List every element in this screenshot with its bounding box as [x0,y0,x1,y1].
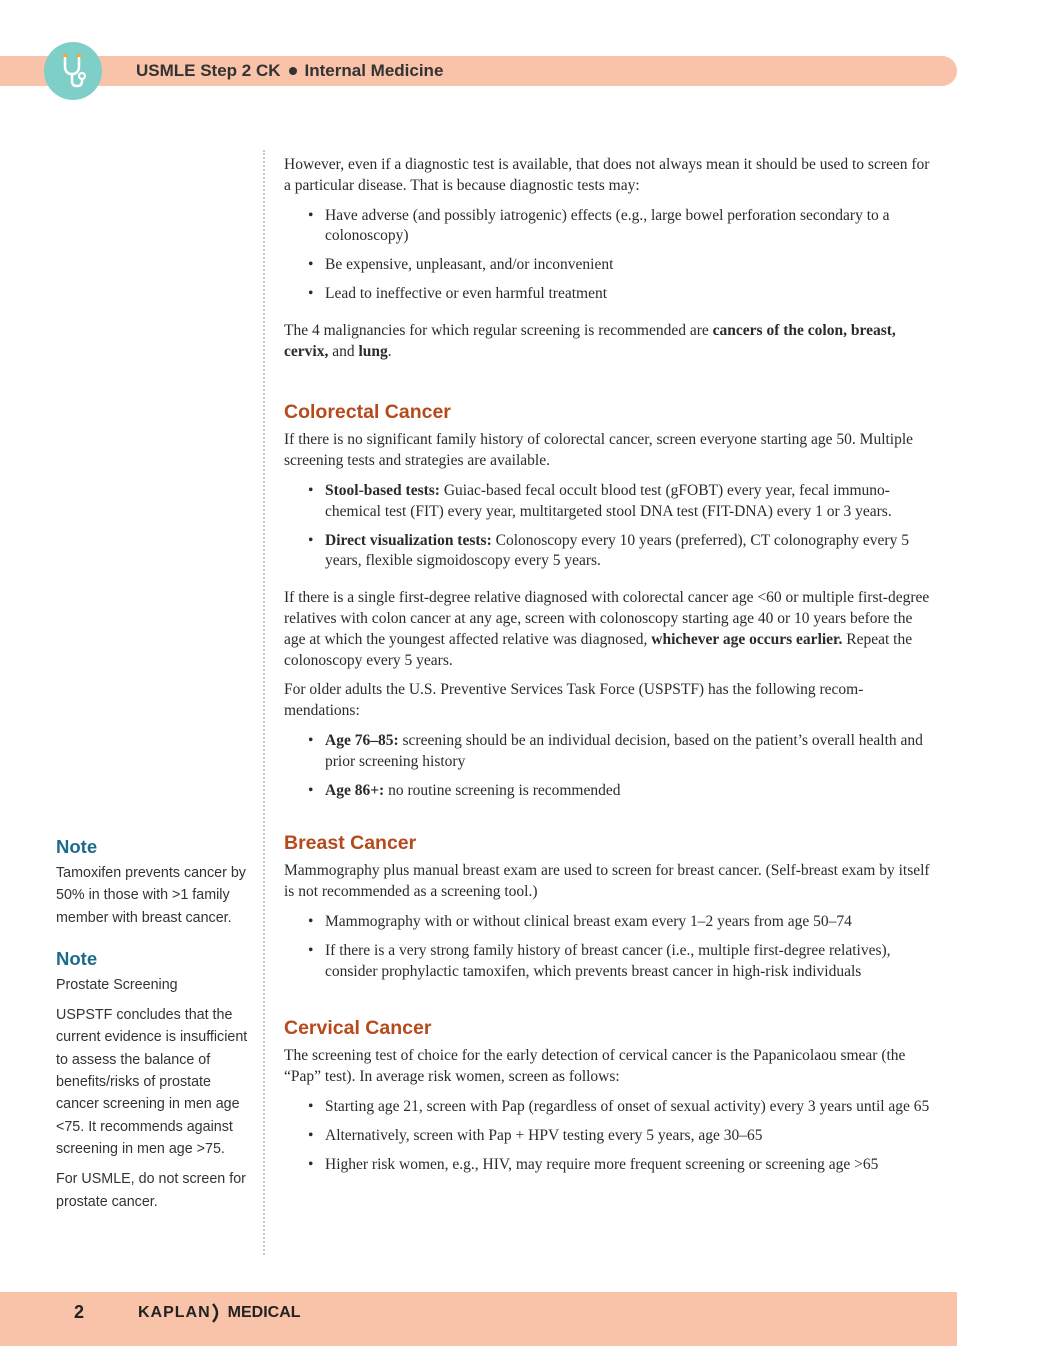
text-run: screening should be an individual decision, based on the patient’s overall health and prior screening history [325,731,923,770]
breast-list [284,912,934,982]
text-run: If there is a single first-degree relative diagnosed with colorectal cancer age <60 or multiple first-degree relatives with colon cancer at any age, screen with colonoscopy starting age 40 or 10 years before the age at which the youngest affected relative was diagnosed, [284,589,930,648]
bold-run: lung [358,342,388,360]
bold-run: whichever age occurs earlier. [651,630,843,648]
list-item: • Alternatively, screen with Pap + HPV testing every 5 years, age 30–65 [284,1126,934,1147]
bold-run: Direct visualization tests: [325,531,492,549]
subject-title: Internal Medicine [304,61,444,80]
note-text: USPSTF concludes that the current evidence is insufficient to assess the balance of benefits/risks of prostate cancer screening in men age <75. It recommends against screening in men age >75. [56,1007,248,1157]
text-run: Guiac-based fecal occult blood test (gFOBT) every year, fecal immuno-chemical test (FIT) every year, multitargeted stool DNA test (FIT-DNA) every 1 or 3 years. [325,481,892,520]
text-run: Repeat the colonoscopy every 5 years. [284,630,913,669]
note-text: Tamoxifen prevents cancer by 50% in those with >1 family member with breast cancer. [56,865,246,926]
paragraph [284,588,934,671]
note-subtitle: Prostate Screening [56,976,178,993]
text-run: . [387,342,392,360]
paragraph: Mammography plus manual breast exam are used to screen for breast cancer. (Self-breast exam by itself is not recommended as a screening tool.) [284,862,930,901]
older-adults-list [284,731,934,801]
main-column [284,155,934,1183]
text-run: no routine screening is recommended [384,781,621,799]
cervical-list [284,1097,934,1175]
intro-list [284,206,934,305]
list-item [284,781,934,802]
header-logo [44,42,102,100]
list-item [284,531,934,573]
list-item: • Be expensive, unpleasant, and/or inconvenient [284,255,934,276]
brand-suffix: MEDICAL [227,1304,301,1321]
section-heading: Colorectal Cancer [284,401,451,424]
intro-paragraph: However, even if a diagnostic test is available, that does not always mean it should be used to screen for a particular disease. That is because diagnostic tests may: [284,156,930,194]
bullet-dot-icon [289,67,297,75]
running-header [136,61,443,81]
column-divider [263,150,265,1255]
colorectal-tests-list [284,481,934,572]
note-text: For USMLE, do not screen for prostate cancer. [56,1171,246,1210]
section-heading: Breast Cancer [284,832,417,855]
section-heading: Cervical Cancer [284,1017,432,1040]
brand-name: KAPLAN [138,1304,211,1321]
section-colorectal [284,400,934,801]
bold-run: cancers of the colon, breast, cervix, [284,321,896,360]
text-run: and [328,342,359,360]
note-heading: Note [56,947,98,969]
text-run: Colonoscopy every 10 years (preferred), CT colonography every 5 years, flexible sigmoidoscopy every 5 years. [325,531,909,570]
sidebar-notes [56,835,252,1221]
note-heading: Note [56,836,98,857]
list-item: • Have adverse (and possibly iatrogenic) effects (e.g., large bowel perforation secondary to a colonoscopy) [284,206,934,248]
list-item: • Starting age 21, screen with Pap (regardless of onset of sexual activity) every 3 years until age 65 [284,1097,934,1118]
list-item: • Higher risk women, e.g., HIV, may require more frequent screening or screening age >65 [284,1155,934,1176]
list-item [284,481,934,523]
kaplan-swoosh-icon [212,1303,222,1323]
page-number: 2 [74,1302,85,1322]
malignancies-paragraph [284,321,934,363]
paragraph: For older adults the U.S. Preventive Services Task Force (USPSTF) has the following recom-mendations: [284,681,864,720]
section-breast [284,831,934,982]
paragraph: If there is no significant family history of colorectal cancer, screen everyone starting age 50. Multiple screening tests and strategies are available. [284,431,914,470]
kaplan-logo [138,1303,301,1323]
list-item: • Lead to ineffective or even harmful treatment [284,284,934,305]
bold-run: Age 76–85: [325,731,399,749]
book-title: USMLE Step 2 CK [136,61,281,80]
paragraph: The screening test of choice for the early detection of cervical cancer is the Papanicolaou smear (the “Pap” test). In average risk women, screen as follows: [284,1047,906,1086]
list-item: • Mammography with or without clinical breast exam every 1–2 years from age 50–74 [284,912,934,933]
bold-run: Age 86+: [325,781,385,799]
list-item [284,731,934,773]
list-item: • If there is a very strong family history of breast cancer (i.e., multiple first-degree relatives), consider prophylactic tamoxifen, which prevents breast cancer in high-risk individuals [284,941,934,983]
bold-run: Stool-based tests: [325,481,440,499]
stethoscope-icon [56,52,90,90]
section-cervical [284,1016,934,1175]
text-run: The 4 malignancies for which regular screening is recommended are [284,321,713,339]
